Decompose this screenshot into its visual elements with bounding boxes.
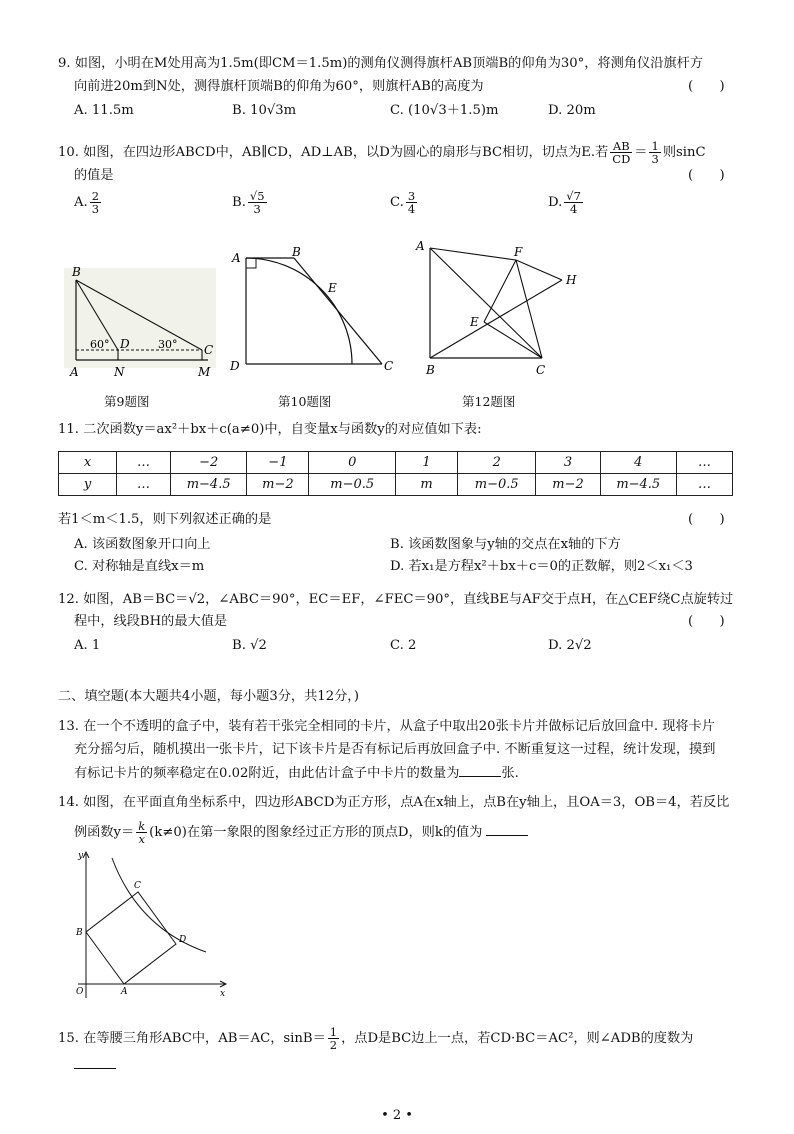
- q12-option-c: C. 2: [390, 638, 417, 653]
- q9-answer-paren: ( ): [688, 79, 725, 94]
- q10-option-c: [390, 190, 419, 215]
- q15-answer-blank: [74, 1056, 116, 1069]
- frac-denominator: 3: [91, 202, 100, 216]
- q10-line2: 的值是: [74, 168, 114, 183]
- fig14-label-o: O: [76, 987, 84, 997]
- q9-option-b: B. 10√3m: [232, 103, 297, 118]
- q12-line2: 程中，线段BH的最大值是: [74, 614, 228, 629]
- table-cell: 4: [600, 452, 676, 474]
- fig12-caption: 第12题图: [462, 394, 516, 409]
- frac-numerator: 1: [329, 1025, 338, 1039]
- fig10-label-c: C: [384, 359, 394, 373]
- fig14-label-b: B: [76, 928, 83, 938]
- q10-answer-paren: ( ): [688, 168, 725, 183]
- fig9-label-b: B: [72, 265, 81, 279]
- q13-line2: 充分摇匀后，随机摸出一张卡片，记下该卡片是否有标记后再放回盒子中. 不断重复这一过程，统计发现，摸到: [74, 742, 716, 757]
- table-cell: …: [117, 452, 171, 474]
- table-cell: …: [676, 474, 732, 496]
- frac-denominator: CD: [612, 152, 631, 166]
- figure-12: [414, 236, 594, 384]
- q14-fraction: [136, 820, 147, 845]
- q13-answer-blank: [459, 764, 501, 777]
- frac-numerator: k: [138, 819, 146, 833]
- table-cell: −1: [247, 452, 309, 474]
- frac-denominator: 3: [651, 152, 659, 166]
- q11-option-c: C. 对称轴是直线x＝m: [74, 559, 205, 574]
- option-label: D.: [548, 195, 563, 210]
- fig10-label-a: A: [232, 251, 241, 265]
- fig14-label-c: C: [134, 881, 141, 891]
- q10-line1: [58, 140, 706, 165]
- option-fraction: [248, 190, 267, 215]
- page-number: • 2 •: [381, 1108, 413, 1123]
- q14-answer-blank: [486, 823, 528, 836]
- frac-denominator: 3: [253, 202, 261, 216]
- q10-text-post: 则sinC: [662, 145, 706, 160]
- fig14-label-a: A: [121, 987, 128, 997]
- fig10-label-d: D: [230, 359, 240, 373]
- q12-option-a: A. 1: [74, 638, 101, 653]
- table-cell: −2: [170, 452, 246, 474]
- q9-option-d: D. 20m: [548, 103, 596, 118]
- fig9-caption: 第9题图: [104, 394, 150, 409]
- q10-ratio-fraction: [610, 140, 632, 165]
- fig12-label-f: F: [514, 245, 523, 259]
- q10-option-d: [548, 190, 585, 215]
- fig12-label-b: B: [426, 363, 435, 377]
- table-cell: 1: [395, 452, 457, 474]
- option-fraction: [564, 190, 583, 215]
- q10-option-a: [74, 190, 103, 215]
- frac-denominator: 4: [569, 202, 578, 216]
- fig14-axis-y: y: [78, 851, 84, 861]
- fig9-label-m: M: [198, 365, 211, 379]
- frac-numerator: √7: [566, 189, 581, 203]
- table-cell: …: [676, 452, 732, 474]
- q11-answer-paren: ( ): [688, 512, 725, 527]
- fig9-label-n: N: [114, 365, 125, 379]
- q15-fraction: [328, 1026, 339, 1051]
- q11-option-d: D. 若x₁是方程x²＋bx＋c＝0的正数解，则2＜x₁＜3: [390, 559, 693, 574]
- fig12-label-e: E: [470, 315, 479, 329]
- q15-text-post: ，点D是BC边上一点，若CD·BC＝AC²，则∠ADB的度数为: [341, 1031, 694, 1046]
- option-fraction: [406, 190, 417, 215]
- q15-text-pre: 15. 在等腰三角形ABC中，AB＝AC，sinB＝: [58, 1031, 326, 1046]
- q14-text-pre: 例函数y＝: [74, 825, 135, 840]
- frac-numerator: 3: [407, 189, 416, 203]
- table-cell: 2: [458, 452, 536, 474]
- frac-numerator: 1: [651, 139, 659, 153]
- section-2-title: 二、填空题(本大题共4小题，每小题3分，共12分，): [58, 689, 359, 704]
- frac-denominator: x: [138, 832, 145, 846]
- fig9-angle-60: 60°: [90, 338, 110, 351]
- fig12-label-c: C: [536, 363, 546, 377]
- q10-equals: ＝: [634, 145, 648, 160]
- q12-option-b: B. √2: [232, 638, 267, 653]
- q13-line3: [74, 764, 519, 783]
- table-cell: …: [117, 474, 171, 496]
- table-cell: m−4.5: [600, 474, 676, 496]
- q12-option-d: D. 2√2: [548, 638, 592, 653]
- figure-9: [62, 262, 222, 386]
- q11-line1: 11. 二次函数y＝ax²＋bx＋c(a≠0)中，自变量x与函数y的对应值如下表:: [58, 422, 482, 437]
- q9-line2: 向前进20m到N处，测得旗杆顶端B的仰角为60°，则旗杆AB的高度为: [74, 79, 484, 94]
- frac-denominator: 4: [407, 202, 416, 216]
- q13-line1: 13. 在一个不透明的盒子中，装有若干张完全相同的卡片，从盒子中取出20张卡片并做标记后放回盒中. 现将卡片: [58, 719, 715, 734]
- q9-option-c: C. (10√3＋1.5)m: [390, 103, 499, 118]
- q11-option-b: B. 该函数图象与y轴的交点在x轴的下方: [390, 537, 621, 552]
- table-cell: m−0.5: [309, 474, 396, 496]
- fig9-angle-30: 30°: [158, 338, 178, 351]
- table-cell: 3: [536, 452, 600, 474]
- q13-text-pre: 有标记卡片的频率稳定在0.02附近，由此估计盒子中卡片的数量为: [74, 766, 460, 781]
- q12-line1: 12. 如图，AB＝BC＝√2，∠ABC＝90°，EC＝EF，∠FEC＝90°，直线BE与AF交于点H，在△CEF绕C点旋转过: [58, 592, 734, 607]
- q14-line1: 14. 如图，在平面直角坐标系中，四边形ABCD为正方形，点A在x轴上，点B在y轴上，且OA＝3，OB＝4，若反比: [58, 795, 730, 810]
- table-cell: 0: [309, 452, 396, 474]
- table-row: [59, 452, 733, 474]
- q15-line1: [58, 1026, 693, 1051]
- table-cell: x: [59, 452, 117, 474]
- fig12-label-a: A: [416, 239, 425, 253]
- table-cell: y: [59, 474, 117, 496]
- table-cell: m−4.5: [170, 474, 246, 496]
- q14-line2: [74, 820, 528, 845]
- table-row: [59, 474, 733, 496]
- frac-denominator: 2: [329, 1038, 338, 1052]
- q10-text-pre: 10. 如图，在四边形ABCD中，AB∥CD，AD⊥AB，以D为圆心的扇形与BC相切，切点为E.若: [58, 145, 609, 160]
- table-cell: m−2: [536, 474, 600, 496]
- q10-option-b: [232, 190, 269, 215]
- table-cell: m: [395, 474, 457, 496]
- fig10-label-e: E: [328, 281, 337, 295]
- figure-10: [228, 246, 403, 382]
- table-cell: m−0.5: [458, 474, 536, 496]
- option-label: C.: [390, 195, 404, 210]
- option-label: B.: [232, 195, 246, 210]
- frac-numerator: 2: [91, 189, 100, 203]
- fig12-label-h: H: [566, 273, 577, 287]
- q9-line1: 9. 如图，小明在M处用高为1.5m(即CM＝1.5m)的测角仪测得旗杆AB顶端B的仰角为30°，将测角仪沿旗杆方: [58, 56, 703, 71]
- fig9-label-a: A: [70, 365, 79, 379]
- fig9-label-c: C: [204, 343, 214, 357]
- q11-option-a: A. 该函数图象开口向上: [74, 537, 211, 552]
- q12-answer-paren: ( ): [688, 614, 725, 629]
- q11-condition: 若1＜m＜1.5，则下列叙述正确的是: [58, 512, 272, 527]
- fig10-caption: 第10题图: [278, 394, 332, 409]
- q9-option-a: A. 11.5m: [74, 103, 134, 118]
- q11-value-table: [58, 451, 733, 496]
- q13-text-post: 张.: [501, 766, 519, 781]
- q10-value-fraction: [649, 140, 660, 165]
- frac-numerator: AB: [610, 140, 632, 153]
- frac-numerator: √5: [249, 189, 265, 203]
- option-label: A.: [74, 195, 88, 210]
- fig14-axis-x: x: [220, 989, 226, 999]
- q14-text-post: (k≠0)在第一象限的图象经过正方形的顶点D，则k的值为: [149, 825, 483, 840]
- figure-14: [66, 848, 236, 1010]
- fig10-label-b: B: [292, 246, 301, 259]
- table-cell: m−2: [247, 474, 309, 496]
- option-fraction: [90, 190, 101, 215]
- q15-answer-line: [74, 1056, 116, 1075]
- fig14-label-d: D: [179, 935, 187, 945]
- fig9-label-d: D: [120, 337, 130, 351]
